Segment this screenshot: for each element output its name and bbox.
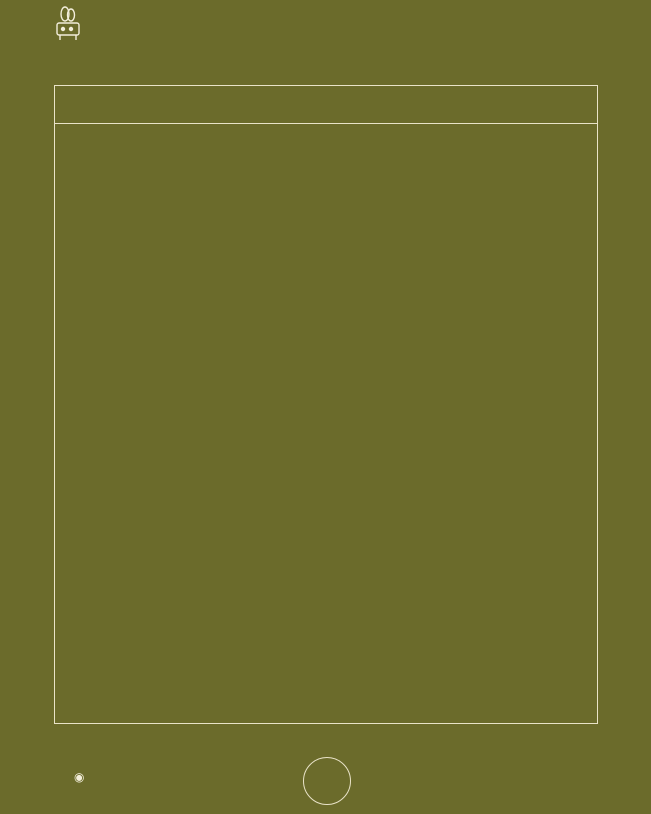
olive-branch-icon — [54, 6, 82, 42]
bubilet-logo — [74, 770, 84, 784]
festival-logo — [54, 6, 184, 46]
hisced-logo — [303, 757, 351, 805]
page-title — [55, 86, 597, 124]
bubilet-icon: ◉ — [74, 770, 85, 784]
urla-dam-logo — [529, 766, 559, 794]
schedule-table — [54, 85, 598, 724]
